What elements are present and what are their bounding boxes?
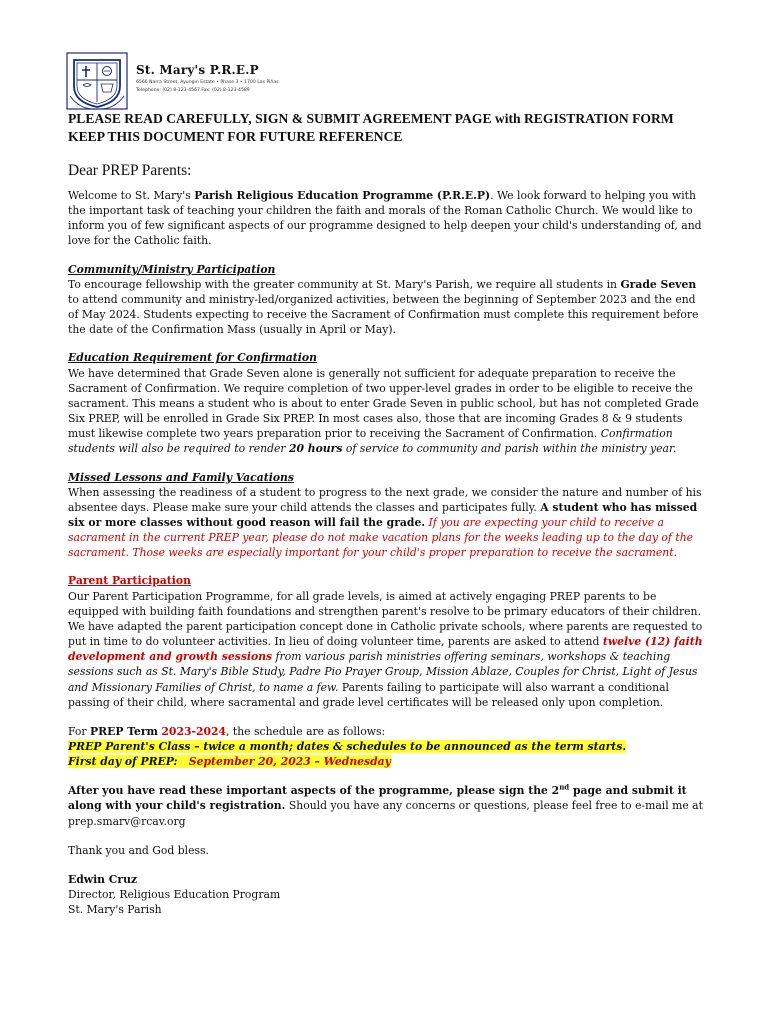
community-paragraph: To encourage fellowship with the greater community at St. Mary's Parish, we require all students in Grade Seven to attend community and ministry-led/organized activities, between the beginning of September 2023 and the end of May 2024. Students expecting to receive the Sacrament of Confirmation must complete this requirement before the date of the Confirmation Mass (usually in April or May).	[68, 277, 699, 337]
parish-crest-logo	[66, 52, 128, 110]
missed-paragraph: When assessing the readiness of a student to progress to the next grade, we consider the nature and number of his absentee days. Please make sure your child attends the classes and participates fully. A student who has missed six or more classes without good reason will fail the grade. If you are expecting your child to receive a sacrament in the current PREP year, please do not make vacation plans for the weeks leading up to the day of the sacrament. Those weeks are especially important for your child's proper preparation to receive the sacrament.	[68, 485, 702, 560]
parent-heading: Parent Participation	[68, 574, 191, 588]
parent-paragraph: Our Parent Participation Programme, for all grade levels, is aimed at actively engaging PREP parents to be equipped with building faith foundations and strengthen parent's resolve to be primary educators of their children. We have adapted the parent participation concept done in Catholic private schools, where parents are requested to put in time to do volunteer activities. In lieu of doing volunteer time, parents are asked to attend twelve (12) faith development and growth sessions from various parish ministries offering seminars, workshops & teaching sessions such as St. Mary's Bible Study, Padre Pio Prayer Group, Mission Ablaze, Couples for Christ, Light of Jesus and Missionary Families of Christ, to name a few. Parents failing to participate will also warrant a conditional passing of their child, where sacramental and grade level certificates will be released only upon completion.	[68, 589, 703, 709]
signer-role: Director, Religious Education Program	[68, 888, 281, 902]
letter-body	[68, 110, 708, 918]
signer-org: St. Mary's Parish	[68, 903, 162, 917]
greeting: Dear PREP Parents:	[68, 162, 192, 179]
education-paragraph: We have determined that Grade Seven alone is generally not sufficient for adequate preparation to receive the Sacrament of Confirmation. We require completion of two upper-level grades in order to be eligible to receive the sacrament. This means a student who is about to enter Grade Seven in public school, but has not completed Grade Six PREP, will be enrolled in Grade Six PREP. In most cases also, those that are incoming Grades 8 & 9 students must likewise complete two years preparation prior to receiving the Sacrament of Confirmation. Confirmation students will also be required to render 20 hours of service to community and parish within the ministry year.	[68, 366, 699, 456]
thanks-line: Thank you and God bless.	[68, 843, 209, 857]
first-day-line: First day of PREP: September 20, 2023 – Wednesday	[68, 755, 391, 769]
signer-name: Edwin Cruz	[68, 872, 138, 886]
school-phone: Telephone: (02) 8-123-4567 Fax: (02) 8-123-4589	[136, 88, 250, 93]
signature-block	[68, 872, 708, 918]
education-heading: Education Requirement for Confirmation	[68, 351, 317, 365]
closing-paragraph: After you have read these important aspects of the programme, please sign the 2nd page and submit it along with your child's registration. Should you have any concerns or questions, please feel free to e-mail me at prep.smarv@rcav.org	[68, 782, 703, 828]
term-line: For PREP Term 2023-2024, the schedule are as follows:	[68, 724, 386, 738]
parents-class-line: PREP Parent's Class – twice a month; dates & schedules to be announced as the term starts.	[68, 740, 627, 753]
title-line-1: PLEASE READ CAREFULLY, SIGN & SUBMIT AGREEMENT PAGE with REGISTRATION FORM	[68, 111, 674, 126]
title-line-2: KEEP THIS DOCUMENT FOR FUTURE REFERENCE	[68, 129, 403, 144]
school-address: 6566 Narra Street, Ayungin Estate • Phase 3 • 1700 Las Piñas	[136, 80, 279, 85]
intro-paragraph: Welcome to St. Mary's Parish Religious Education Programme (P.R.E.P). We look forward to helping you with the important task of teaching your children the faith and morals of the Roman Catholic Church. We would like to inform you of few significant aspects of our programme designed to help deepen your child's understanding of, and love for the Catholic faith.	[68, 189, 702, 248]
missed-heading: Missed Lessons and Family Vacations	[68, 470, 294, 484]
school-name: St. Mary's P.R.E.P	[136, 63, 259, 77]
community-heading: Community/Ministry Participation	[68, 262, 276, 276]
